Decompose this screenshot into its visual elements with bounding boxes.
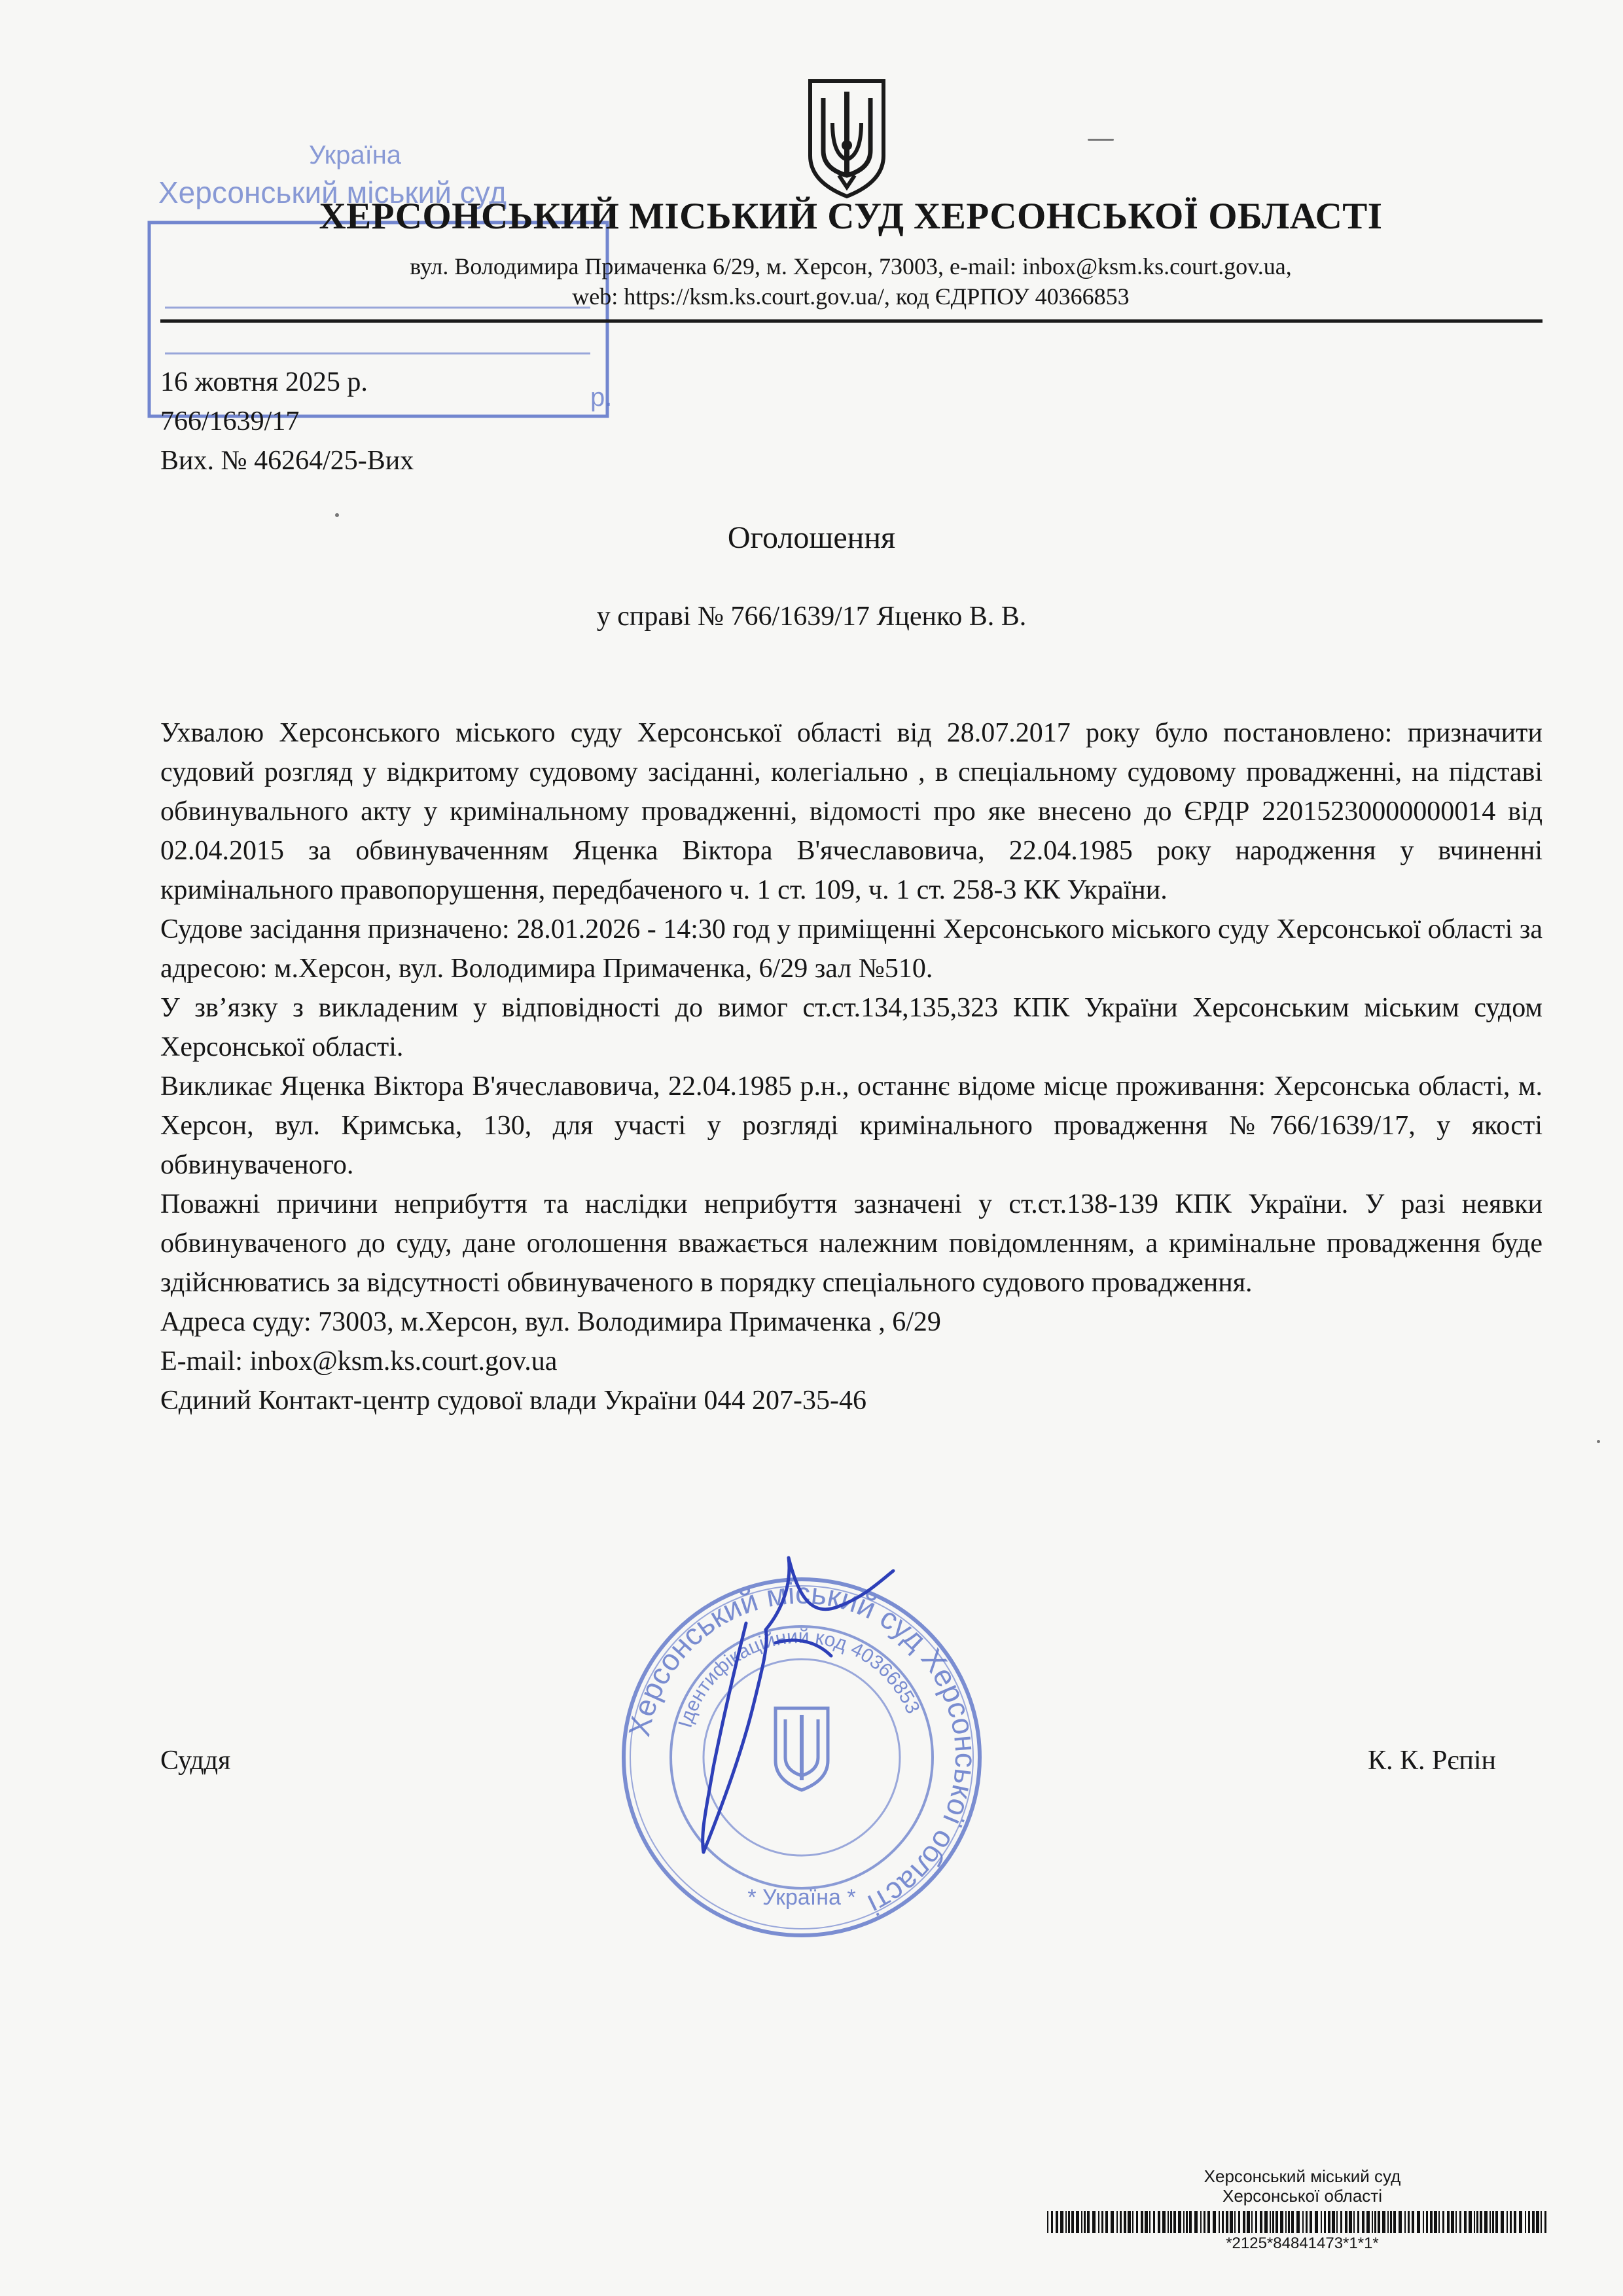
court-address: Адреса суду: 73003, м.Херсон, вул. Володимира Примаченка , 6/29 — [160, 1307, 941, 1337]
barcode-bar — [1390, 2211, 1392, 2233]
barcode-bar — [1098, 2211, 1099, 2233]
barcode-bar — [1393, 2211, 1396, 2233]
court-address-line2: web: https://ksm.ks.court.gov.ua/, код ЄДРПОУ 40366853 — [572, 283, 1130, 310]
header-divider — [160, 319, 1543, 323]
barcode-bar — [1332, 2211, 1335, 2233]
barcode-bar — [1340, 2211, 1342, 2233]
barcode-bar — [1087, 2211, 1090, 2233]
case-number: 766/1639/17 — [160, 406, 300, 437]
barcode-bar — [1353, 2211, 1355, 2233]
barcode-bar — [1255, 2211, 1257, 2233]
barcode-bar — [1065, 2211, 1067, 2233]
barcode-bar — [1374, 2211, 1376, 2233]
barcode-bar — [1189, 2211, 1192, 2233]
barcode-bar — [1128, 2211, 1131, 2233]
barcode-bar — [1158, 2211, 1160, 2233]
barcode-bar — [1068, 2211, 1070, 2233]
barcode-bar — [1285, 2211, 1287, 2233]
barcode-bar — [1105, 2211, 1108, 2233]
document-subtitle: у справі № 766/1639/17 Яценко В. В. — [596, 601, 1027, 632]
body-paragraph-summons: Викликає Яценка Віктора В'ячеславовича, 22.04.1985 р.н., останнє відоме місце проживання: Херсонська області, м. Херсон, вул. Кримська, 130, для участі у розгляді кримінального провадження №766/1639/17, у якості обвинуваченого. — [160, 1071, 1543, 1180]
body-paragraph-consequences: Поважні причини неприбуття та наслідки неприбуття зазначені у ст.ст.138-139 КПК України. У разі неявки обвинуваченого до суду, дане оголошення вважається належним повідомленням, а кримінальне провадження буде здійснюватись за відсутності обвинуваченого в порядку спеціального судового провадження. — [160, 1189, 1543, 1298]
barcode-bar — [1260, 2211, 1262, 2233]
stamp-note-text: р. — [590, 383, 613, 412]
barcode-bar — [1288, 2211, 1290, 2233]
barcode-bar — [1430, 2211, 1433, 2233]
court-address-line1: вул. Володимира Примаченка 6/29, м. Херсон, 73003, e-mail: inbox@ksm.ks.court.gov.ua, — [410, 253, 1292, 279]
barcode-bar — [1495, 2211, 1498, 2233]
barcode-bar — [1101, 2211, 1103, 2233]
barcode-bar — [1349, 2211, 1352, 2233]
judge-name: К. К. Рєпін — [1368, 1746, 1497, 1776]
barcode-bar — [1092, 2211, 1096, 2233]
barcode-bar — [1238, 2211, 1240, 2233]
barcode-bar — [1451, 2211, 1454, 2233]
barcode-bar — [1476, 2211, 1478, 2233]
barcode-bar — [1280, 2211, 1283, 2233]
seal-outer-text: Херсонський міський суд Херсонської області — [622, 1575, 984, 1922]
barcode-bar — [1247, 2211, 1250, 2233]
barcode-bar — [1173, 2211, 1176, 2233]
barcode-bar — [1536, 2211, 1539, 2233]
contact-center: Єдиний Контакт-центр судової влади України 044 207-35-46 — [160, 1386, 866, 1416]
barcode-bar — [1501, 2211, 1504, 2233]
barcode-bar — [1525, 2211, 1526, 2233]
barcode-bar — [1417, 2211, 1420, 2233]
barcode-bar — [1219, 2211, 1220, 2233]
barcode-bar — [1200, 2211, 1202, 2233]
barcode-bar — [1132, 2211, 1133, 2233]
barcode-bar — [1120, 2211, 1122, 2233]
barcode-bar — [1194, 2211, 1198, 2233]
barcode-bar — [1328, 2211, 1330, 2233]
barcode-bar — [1357, 2211, 1359, 2233]
barcode-bar — [1510, 2211, 1512, 2233]
barcode-bar — [1056, 2211, 1058, 2233]
barcode-bar — [1382, 2211, 1385, 2233]
barcode-bar — [1234, 2211, 1236, 2233]
barcode-bar — [1141, 2211, 1143, 2233]
barcode-bar — [1447, 2211, 1450, 2233]
barcode-bar — [1251, 2211, 1253, 2233]
trident-coat-of-arms-icon — [806, 77, 887, 200]
barcode-bar — [1081, 2211, 1082, 2233]
barcode-bar — [1442, 2211, 1444, 2233]
barcode-bar — [1213, 2211, 1216, 2233]
barcode-bar — [1071, 2211, 1074, 2233]
barcode-bar — [1464, 2211, 1467, 2233]
body-paragraph-ruling: Ухвалою Херсонського міського суду Херсонської області від 28.07.2017 року було постановлено: призначити судовий розгляд у відкритому судовому засіданні, колегіально , в спеціальному судовому провадженні, на підставі обвинувального акту у кримінальному провадженні, відомості про яке внесено до ЄРДР 22015230000000014 від 02.04.2015 за обвинуваченням Яценка Віктора В'ячеславовича, 22.04.1985 року народження у вчиненні кримінального правопорушення, передбаченого ч. 1 ст. 109, ч. 1 ст. 258-3 КК України. — [160, 718, 1543, 905]
barcode-bar — [1366, 2211, 1370, 2233]
seal-bottom-text: * Україна * — [747, 1885, 856, 1910]
barcode-bar — [1480, 2211, 1482, 2233]
barcode-bar — [1243, 2211, 1245, 2233]
barcode-bar — [1399, 2211, 1402, 2233]
barcode-bar — [1315, 2211, 1318, 2233]
barcode-bar — [1469, 2211, 1472, 2233]
barcode-bar — [1296, 2211, 1300, 2233]
barcode-bar — [1264, 2211, 1268, 2233]
barcode-bar — [1124, 2211, 1126, 2233]
barcode-bar — [1306, 2211, 1308, 2233]
barcode-bar — [1076, 2211, 1079, 2233]
barcode-bar — [1372, 2211, 1373, 2233]
barcode-bar — [1186, 2211, 1188, 2233]
barcode-bar — [1455, 2211, 1457, 2233]
barcode-caption-line1: Херсонський міський суд — [1204, 2166, 1401, 2186]
barcode-bar — [1291, 2211, 1294, 2233]
barcode-bar — [1145, 2211, 1148, 2233]
barcode-bar — [1084, 2211, 1086, 2233]
barcode-bar — [1474, 2211, 1475, 2233]
announcement-body — [160, 713, 1543, 1420]
barcode-bar — [1168, 2211, 1169, 2233]
barcode-bar — [1459, 2211, 1461, 2233]
barcode-bar — [1207, 2211, 1210, 2233]
barcode-bar — [1170, 2211, 1172, 2233]
barcode-bar — [1153, 2211, 1155, 2233]
barcode-bar — [1519, 2211, 1522, 2233]
barcode-bar — [1434, 2211, 1437, 2233]
barcode-bar — [1423, 2211, 1424, 2233]
barcode-bar — [1136, 2211, 1138, 2233]
barcode-bar — [1321, 2211, 1322, 2233]
barcode-bar — [1412, 2211, 1414, 2233]
document-title: Оголошення — [727, 520, 896, 555]
barcode-bar — [1272, 2211, 1274, 2233]
barcode-bar — [1051, 2211, 1053, 2233]
barcode-bar — [1178, 2211, 1181, 2233]
barcode-bar — [1149, 2211, 1150, 2233]
outgoing-number: Вих. № 46264/25-Вих — [160, 446, 414, 476]
barcode-bar — [1528, 2211, 1530, 2233]
barcode-bar — [1387, 2211, 1389, 2233]
barcode-bar — [1275, 2211, 1278, 2233]
barcode-bar — [1111, 2211, 1114, 2233]
court-email: E-mail: inbox@ksm.ks.court.gov.ua — [160, 1346, 558, 1376]
document-date: 16 жовтня 2025 р. — [160, 367, 368, 397]
barcode-bar — [1060, 2211, 1063, 2233]
barcode-bar — [1541, 2211, 1542, 2233]
scan-speck — [1088, 139, 1114, 141]
barcode-caption — [1106, 2166, 1499, 2206]
stamp-court-text: Херсонський міський суд — [158, 175, 507, 209]
barcode-bar — [1230, 2211, 1233, 2233]
barcode-bar — [1222, 2211, 1224, 2233]
barcode-bar — [1345, 2211, 1347, 2233]
barcode-bar — [1116, 2211, 1118, 2233]
scan-speck — [335, 513, 339, 517]
barcode-bar — [1532, 2211, 1535, 2233]
barcode-caption-line2: Херсонської області — [1222, 2186, 1382, 2206]
barcode-bar — [1378, 2211, 1380, 2233]
barcode-bar — [1302, 2211, 1304, 2233]
judge-role: Суддя — [160, 1746, 231, 1776]
barcode-bar — [1310, 2211, 1312, 2233]
court-title: ХЕРСОНСЬКИЙ МІСЬКИЙ СУД ХЕРСОНСЬКОЇ ОБЛАСТІ — [319, 196, 1383, 237]
stamp-country-text: Україна — [309, 141, 402, 170]
body-paragraph-basis: У зв’язку з викладеним у відповідності до вимог ст.ст.134,135,323 КПК України Херсонським міським судом Херсонської області. — [160, 993, 1543, 1062]
barcode-bar — [1270, 2211, 1271, 2233]
barcode-bar — [1484, 2211, 1488, 2233]
barcode-bar — [1162, 2211, 1166, 2233]
barcode-bar — [1362, 2211, 1364, 2233]
barcode-bar — [1514, 2211, 1516, 2233]
barcode-bar — [1404, 2211, 1406, 2233]
judge-signature — [668, 1545, 916, 1885]
seal-inner-text: Ідентифікаційний код 40366853 — [674, 1625, 924, 1731]
barcode-bar — [1183, 2211, 1185, 2233]
document-barcode — [1047, 2211, 1551, 2233]
barcode-bar — [1489, 2211, 1491, 2233]
barcode-bar — [1204, 2211, 1205, 2233]
barcode-bar — [1047, 2211, 1048, 2233]
barcode-bar — [1324, 2211, 1326, 2233]
barcode-bar — [1507, 2211, 1508, 2233]
barcode-bar — [1438, 2211, 1440, 2233]
scan-speck — [1597, 1440, 1600, 1443]
barcode-bar — [1544, 2211, 1546, 2233]
barcode-number: *2125*84841473*1*1* — [1226, 2234, 1379, 2252]
barcode-bar — [1426, 2211, 1428, 2233]
barcode-bar — [1408, 2211, 1410, 2233]
barcode-bar — [1492, 2211, 1494, 2233]
body-paragraph-hearing: Судове засідання призначено: 28.01.2026 - 14:30 год у приміщенні Херсонського міського суду Херсонської області за адресою: м.Херсон, вул. Володимира Примаченка, 6/29 зал №510. — [160, 914, 1543, 984]
barcode-bar — [1336, 2211, 1338, 2233]
barcode-bar — [1226, 2211, 1228, 2233]
